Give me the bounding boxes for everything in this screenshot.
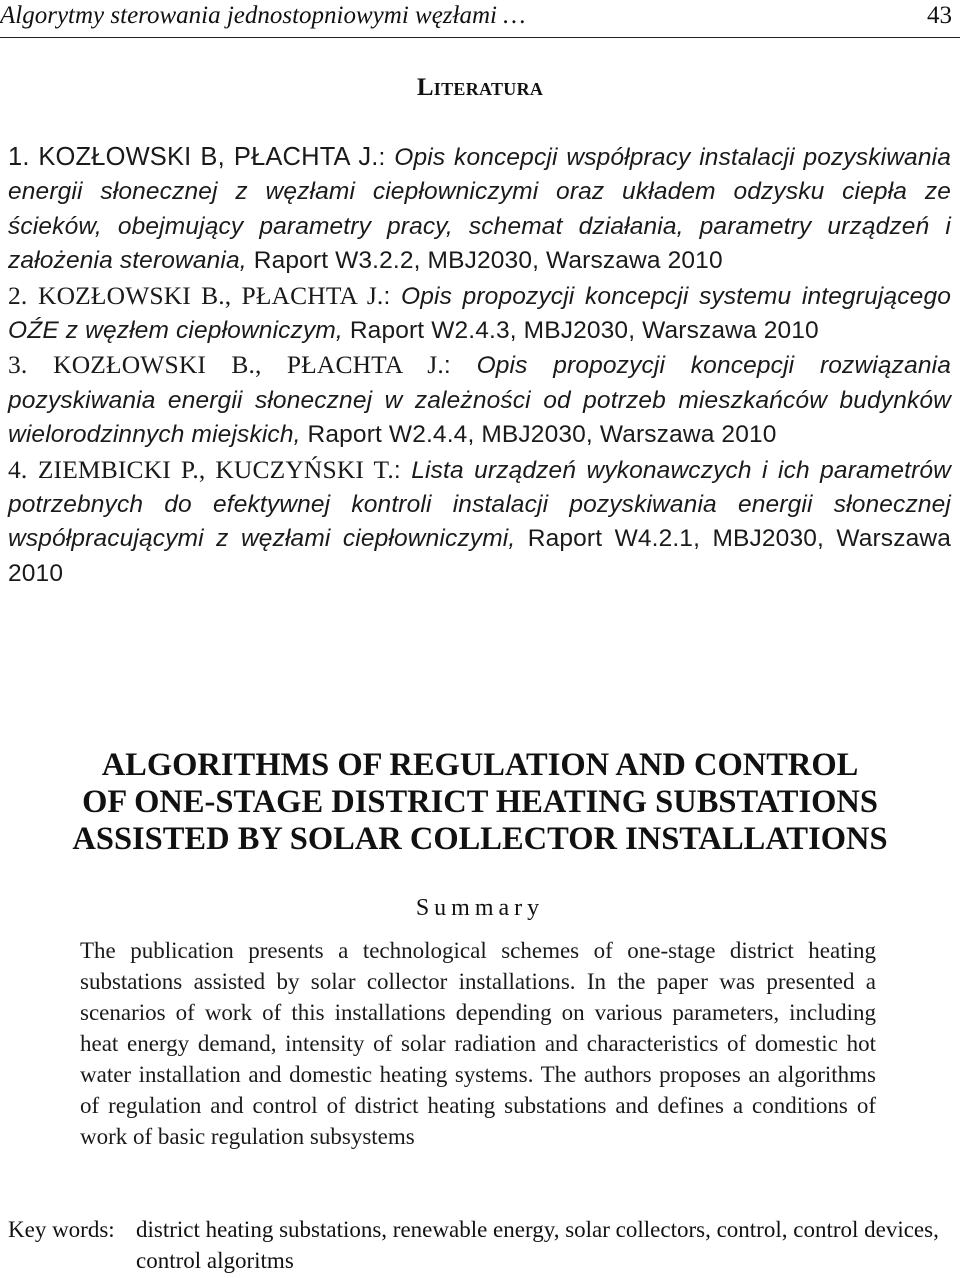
reference-authors: ZIEMBICKI P., KUCZYŃSKI T. <box>37 454 394 484</box>
reference-details: Raport W2.4.4, MBJ2030, Warszawa 2010 <box>300 421 777 449</box>
english-title-line: ASSISTED BY SOLAR COLLECTOR INSTALLATIONS <box>72 821 888 857</box>
reference-item <box>8 348 951 452</box>
reference-item <box>8 453 951 592</box>
reference-list <box>8 140 951 591</box>
reference-title: Lista urządzeń wykonawczych i ich parametrów potrzebnych do efektywnej kontroli instalacji pozyskiwania energii słonecznej współpracującymi z węzłami ciepłowniczymi, <box>8 456 952 553</box>
running-header <box>0 0 960 38</box>
reference-separator: : <box>393 456 412 484</box>
english-title-line: ALGORITHMS OF REGULATION AND CONTROL <box>101 747 859 783</box>
reference-item <box>8 279 951 349</box>
reference-authors: KOZŁOWSKI B., PŁACHTA J. <box>38 280 384 310</box>
english-paper-title <box>0 747 960 858</box>
reference-title: Opis koncepcji współpracy instalacji pozyskiwania energii słonecznej z węzłami ciepłowniczymi oraz układem odzysku ciepła ze ścieków, obejmujący parametry pracy, schemat działania, parametry urządzeń i założenia sterowania, <box>8 144 951 275</box>
reference-authors: KOZŁOWSKI B, PŁACHTA J. <box>38 143 379 171</box>
reference-details: Raport W3.2.2, MBJ2030, Warszawa 2010 <box>246 247 723 275</box>
page-number: 43 <box>927 2 952 29</box>
reference-title: Opis propozycji koncepcji rozwiązania pozyskiwania energii słonecznej w zależności od potrzeb mieszkańców budynków wielorodzinnych miejskich, <box>8 352 951 449</box>
reference-separator: : <box>378 144 395 171</box>
reference-number: 4. <box>8 454 28 484</box>
reference-separator: : <box>383 282 402 310</box>
reference-details: Raport W2.4.3, MBJ2030, Warszawa 2010 <box>342 317 819 345</box>
reference-number: 2. <box>8 280 28 310</box>
reference-separator: : <box>443 352 477 380</box>
english-title-line: OF ONE-STAGE DISTRICT HEATING SUBSTATIONS <box>82 784 878 820</box>
reference-number: 1. <box>8 143 30 171</box>
reference-authors: KOZŁOWSKI B., PŁACHTA J. <box>53 350 444 380</box>
literature-heading: Literatura <box>416 74 544 101</box>
reference-number: 3. <box>8 350 28 380</box>
keywords-label: Key words: <box>8 1217 115 1242</box>
reference-item <box>8 140 951 279</box>
keywords-text: district heating substations, renewable energy, solar collectors, control, control devices, control algoritms <box>136 1217 939 1273</box>
running-header-title: Algorytmy sterowania jednostopniowymi węzłami … <box>0 2 526 29</box>
summary-heading: Summary <box>415 895 545 921</box>
reference-title: Opis propozycji koncepcji systemu integrującego OŹE z węzłem ciepłowniczym, <box>8 282 951 345</box>
summary-text: The publication presents a technological schemes of one-stage district heating substations assisted by solar collector installations. In the paper was presented a scenarios of work of this installations depending on various parameters, including heat energy demand, intensity of solar radiation and characteristics of domestic hot water installation and domestic heating systems. The authors proposes an algorithms of regulation and control of district heating substations and defines a conditions of work of basic regulation subsystems <box>80 938 876 1149</box>
reference-details: Raport W4.2.1, MBJ2030, Warszawa 2010 <box>8 525 951 587</box>
